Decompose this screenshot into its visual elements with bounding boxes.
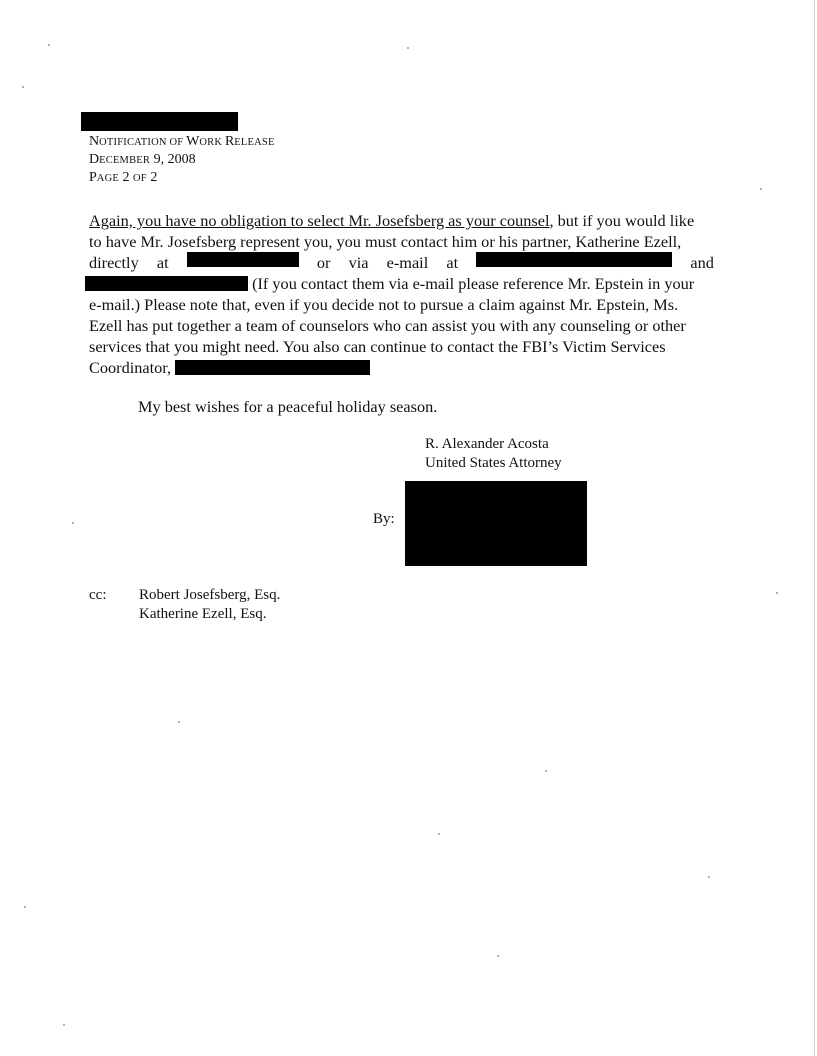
scan-speck	[708, 876, 710, 878]
closing-line: My best wishes for a peaceful holiday season.	[138, 397, 438, 416]
scan-speck	[407, 47, 409, 49]
scan-edge	[814, 0, 815, 1056]
paragraph-line: (If you contact them via e-mail please reference Mr. Epstein in your	[89, 273, 714, 294]
redaction-coordinator	[175, 360, 370, 375]
scan-speck	[24, 906, 26, 908]
header-title: NOTIFICATION OF WORK RELEASE	[89, 134, 275, 149]
scan-speck	[72, 522, 74, 524]
redaction-email-2	[85, 276, 248, 291]
signature-block	[425, 435, 562, 473]
cc-recipient: Katherine Ezell, Esq.	[139, 606, 267, 622]
scan-speck	[497, 955, 499, 957]
cc-recipients	[139, 586, 280, 624]
scan-speck	[63, 1024, 65, 1026]
header-date: DECEMBER 9, 2008	[89, 152, 196, 167]
by-label: By:	[373, 511, 395, 527]
scan-speck	[48, 44, 50, 46]
paragraph-line: Coordinator,	[89, 357, 714, 378]
paragraph-line: Ezell has put together a team of counselors who can assist you with any counseling or other	[89, 316, 686, 335]
signer-name: R. Alexander Acosta	[425, 436, 549, 452]
redaction-phone	[187, 252, 299, 267]
redaction-signature	[405, 481, 587, 566]
redaction-email-1	[476, 252, 672, 267]
scan-speck	[22, 86, 24, 88]
paragraph-line: Again, you have no obligation to select Mr. Josefsberg as your counsel, but if you would like	[89, 211, 695, 230]
paragraph-line: services that you might need. You also can continue to contact the FBI’s Victim Services	[89, 337, 666, 356]
paragraph-line: to have Mr. Josefsberg represent you, you must contact him or his partner, Katherine Ezell,	[89, 232, 682, 251]
scan-speck	[178, 721, 180, 723]
redaction-block-header	[81, 112, 238, 131]
scan-speck	[776, 592, 778, 594]
cc-recipient: Robert Josefsberg, Esq.	[139, 587, 281, 603]
cc-label: cc:	[89, 587, 107, 603]
scan-speck	[438, 833, 440, 835]
paragraph-line: e-mail.) Please note that, even if you decide not to pursue a claim against Mr. Epstein, Ms.	[89, 295, 679, 314]
letter-paragraph	[89, 210, 714, 378]
letter-header	[89, 133, 275, 187]
paragraph-line: directly at or via e-mail at and	[89, 253, 714, 272]
scan-speck	[545, 770, 547, 772]
header-page-number: PAGE 2 OF 2	[89, 170, 158, 185]
signer-title: United States Attorney	[425, 455, 562, 471]
scan-speck	[760, 188, 762, 190]
